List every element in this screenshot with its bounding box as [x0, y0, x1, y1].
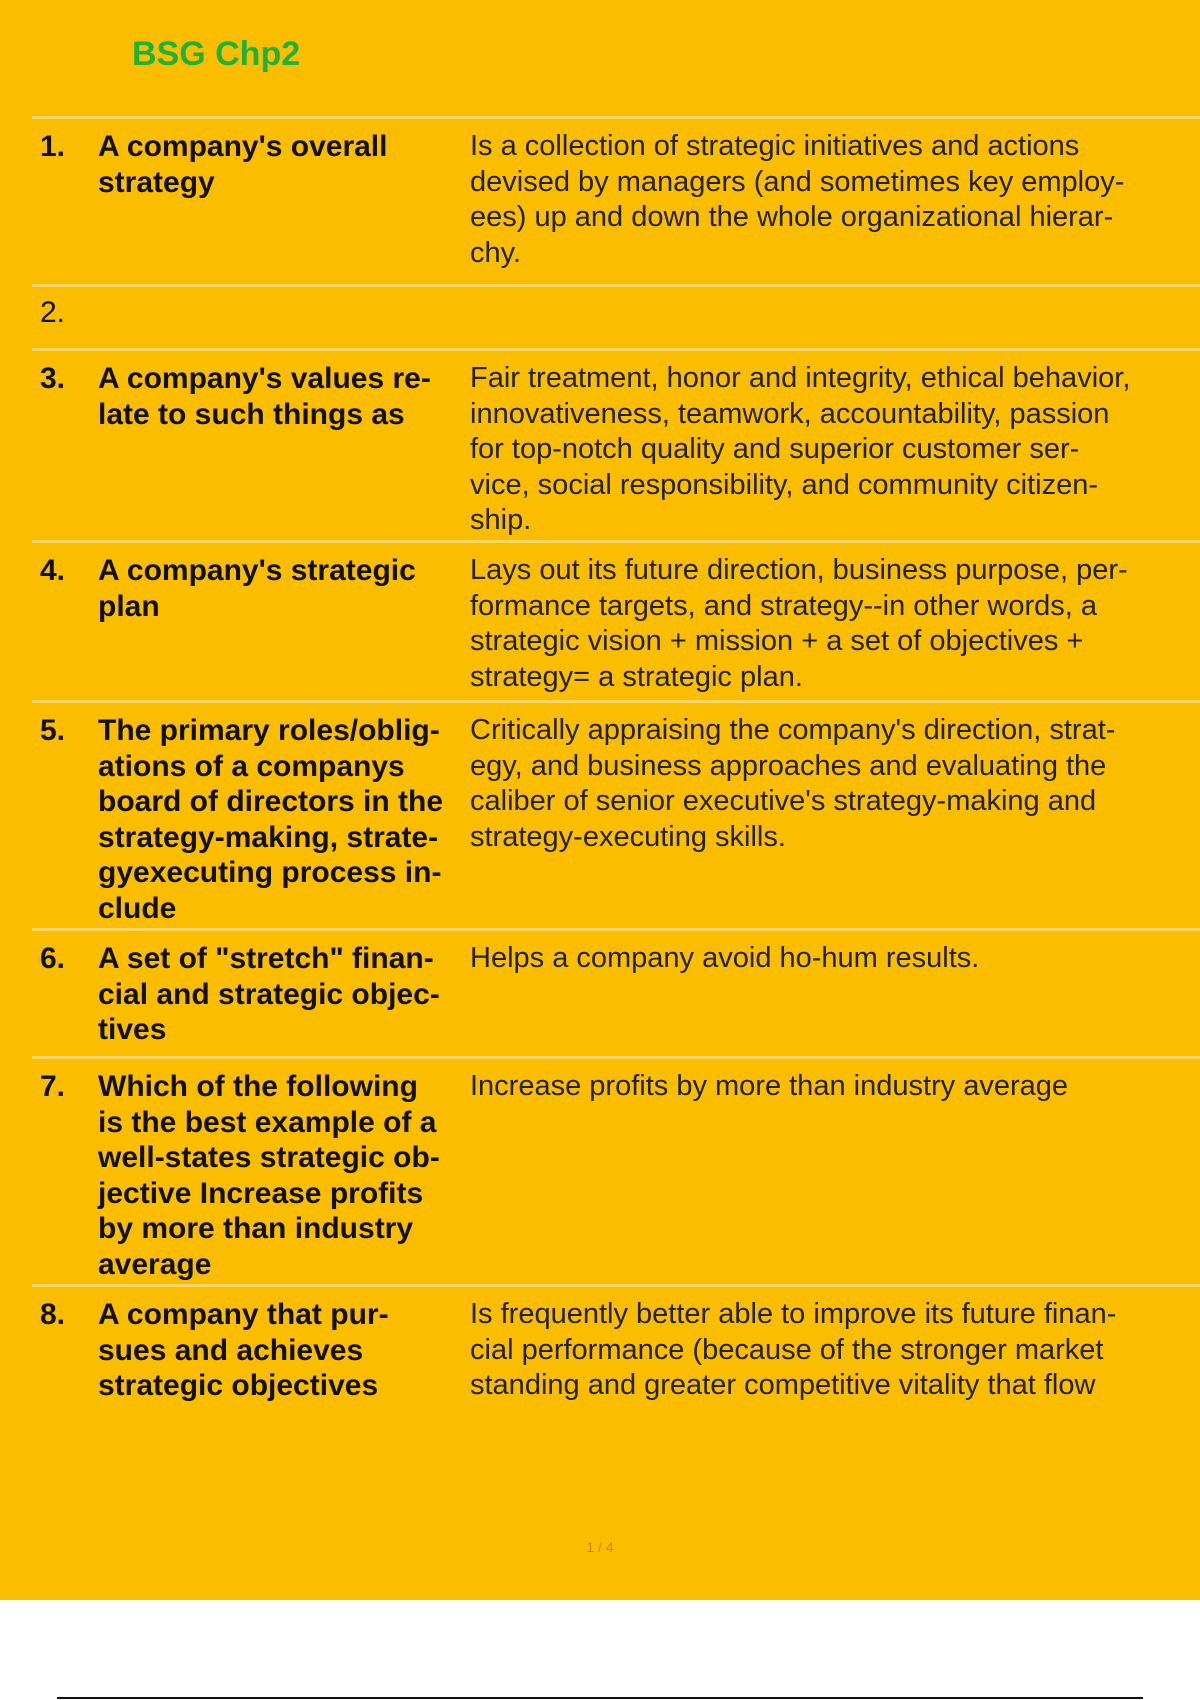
definition-line: standing and greater competitive vitality that flow [470, 1369, 1096, 1401]
card-definition [470, 713, 1192, 916]
term-line: strategy [98, 165, 215, 199]
term-line: jective Increase profits [98, 1176, 424, 1210]
card-number: 8. [40, 1298, 66, 1331]
definition-line: Fair treatment, honor and integrity, ethical behavior, [470, 362, 1131, 394]
definition-line: Increase profits by more than industry average [470, 1070, 1069, 1102]
term-line: ations of a companys [98, 749, 405, 783]
term-line: board of directors in the [98, 785, 444, 818]
card-row [32, 1284, 1200, 1424]
definition-line: ship. [470, 504, 532, 536]
definition-line: ees) up and down the whole organizational hierar- [470, 201, 1114, 233]
definition-line: vice, social responsibility, and community citizen- [470, 468, 1099, 501]
definition-line: strategy-executing skills. [470, 820, 786, 853]
card-row [32, 348, 1200, 540]
definition-line: egy, and business approaches and evaluating the [470, 749, 1107, 782]
definition-line: Is a collection of strategic initiatives and actions [470, 130, 1080, 162]
card-row [32, 928, 1200, 1056]
term-line: sues and achieves [98, 1333, 364, 1367]
term-line: clude [98, 891, 177, 925]
term-line: plan [98, 589, 160, 623]
footer-rule [57, 1697, 1143, 1699]
term-line: by more than industry [98, 1212, 414, 1245]
card-definition [470, 1069, 1192, 1272]
term-line: late to such things as [98, 397, 405, 431]
card-term [98, 1069, 470, 1281]
term-line: is the best example of a [98, 1105, 437, 1139]
card-list [32, 116, 1200, 1424]
card-number: 3. [40, 362, 66, 395]
card-row [32, 284, 1200, 348]
definition-line: Is frequently better able to improve its future finan- [470, 1298, 1117, 1330]
definition-line: devised by managers (and sometimes key employ- [470, 165, 1125, 198]
card-number: 4. [40, 554, 66, 587]
card-row [32, 700, 1200, 928]
card-term [98, 361, 470, 528]
term-line: cial and strategic objec- [98, 977, 440, 1011]
card-definition [470, 941, 1192, 1044]
definition-line: strategic vision + mission + a set of objectives + [470, 625, 1084, 657]
card-row [32, 540, 1200, 700]
card-definition [470, 1297, 1192, 1412]
term-line: A company's values re- [98, 362, 431, 395]
card-number: 6. [40, 942, 66, 975]
term-line: average [98, 1247, 212, 1281]
card-definition [470, 361, 1192, 536]
term-line: A company's strategic [98, 554, 416, 587]
term-line: strategy-making, strate- [98, 820, 439, 854]
definition-line: Lays out its future direction, business purpose, per- [470, 554, 1128, 586]
card-number: 1. [40, 130, 66, 163]
card-term [98, 295, 470, 340]
term-line: A set of "stretch" finan- [98, 942, 434, 975]
page-indicator: 1 / 4 [586, 1539, 614, 1555]
card-number: 2. [40, 296, 66, 329]
term-line: gyexecuting process in- [98, 856, 442, 889]
term-line: Which of the following [98, 1070, 418, 1103]
term-line: tives [98, 1013, 167, 1046]
definition-line: cial performance (because of the stronger market [470, 1333, 1104, 1366]
card-row [32, 116, 1200, 284]
card-term [98, 941, 470, 1044]
card-term [98, 129, 470, 272]
card-definition [470, 295, 1192, 340]
definition-line: for top-notch quality and superior customer ser- [470, 433, 1080, 465]
definition-line: Helps a company avoid ho-hum results. [470, 942, 980, 974]
term-line: strategic objectives [98, 1369, 379, 1402]
term-line: The primary roles/oblig- [98, 714, 440, 747]
definition-line: caliber of senior executive's strategy-making and [470, 785, 1097, 817]
term-line: A company that pur- [98, 1298, 389, 1331]
term-line: A company's overall [98, 130, 388, 163]
definition-line: strategy= a strategic plan. [470, 660, 803, 693]
card-term [98, 1297, 470, 1412]
definition-line: innovativeness, teamwork, accountability, passion [470, 397, 1110, 430]
definition-line: formance targets, and strategy--in other words, a [470, 589, 1098, 622]
card-term [98, 713, 470, 925]
card-term [98, 553, 470, 688]
card-row [32, 1056, 1200, 1284]
term-line: well-states strategic ob- [98, 1141, 440, 1174]
card-number: 5. [40, 714, 66, 747]
definition-line: chy. [470, 236, 522, 269]
definition-line: Critically appraising the company's direction, strat- [470, 714, 1116, 746]
card-definition [470, 553, 1192, 693]
document-title: BSG Chp2 [132, 35, 301, 73]
card-definition [470, 129, 1192, 272]
card-number: 7. [40, 1070, 66, 1103]
